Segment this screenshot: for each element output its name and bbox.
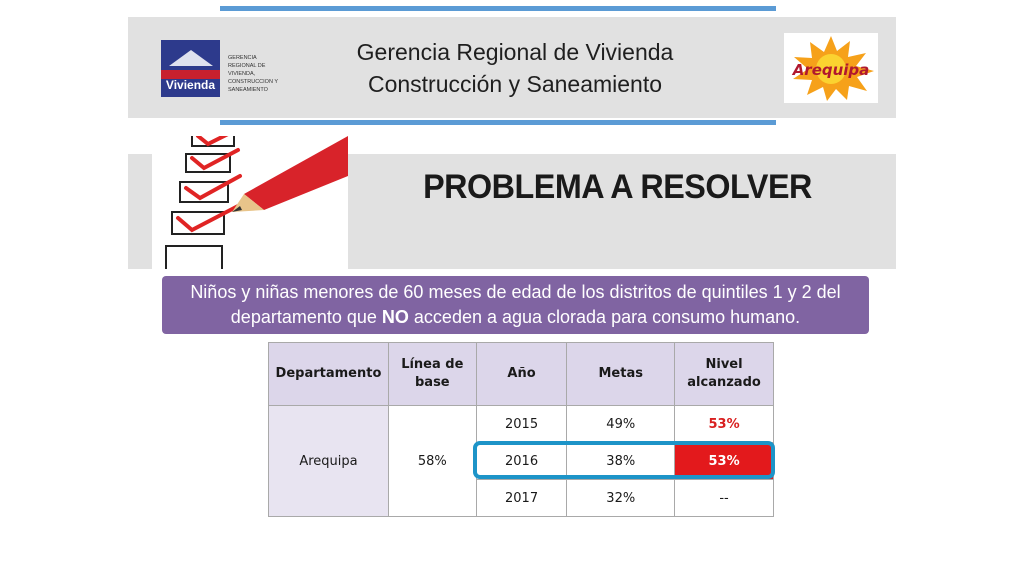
- table-row: [269, 406, 774, 443]
- checklist-icon: [152, 136, 348, 269]
- cell-anio: 2015: [476, 406, 567, 443]
- logo-caption-line: VIVIENDA,: [228, 71, 256, 77]
- logo-caption-line: SANEAMIENTO: [228, 87, 268, 93]
- check-mark-icon: [198, 136, 232, 144]
- logo-caption: [228, 54, 288, 94]
- logo-word: Vivienda: [165, 78, 216, 92]
- problem-description: [162, 276, 869, 334]
- logo-caption-line: REGIONAL DE: [228, 63, 266, 69]
- cell-meta: 49%: [567, 406, 675, 443]
- logo-caption-line: CONSTRUCCION Y: [228, 79, 279, 85]
- checklist-image: [152, 136, 348, 269]
- check-mark-icon: [186, 176, 240, 198]
- header-top-line: [220, 6, 776, 11]
- header-linea-base: Línea de base: [388, 343, 476, 406]
- header-departamento: Departamento: [269, 343, 389, 406]
- pencil-icon: [232, 136, 348, 212]
- description-text-2: acceden a agua clorada para consumo humano.: [408, 307, 801, 327]
- section-title: PROBLEMA A RESOLVER: [423, 168, 812, 206]
- header-bottom-line: [220, 120, 776, 125]
- description-bold: NO: [381, 307, 409, 327]
- check-mark-icon: [192, 150, 238, 168]
- arequipa-logo-text: Arequipa: [792, 61, 870, 79]
- cell-meta: 38%: [567, 443, 675, 480]
- cell-nivel: 53%: [675, 406, 774, 443]
- header-metas: Metas: [567, 343, 675, 406]
- metas-table: [268, 342, 774, 517]
- header-nivel: Nivel alcanzado: [675, 343, 774, 406]
- pencil-body: [244, 136, 348, 210]
- cell-departamento: Arequipa: [269, 406, 389, 517]
- checkbox: [166, 246, 222, 269]
- cell-meta: 32%: [567, 480, 675, 517]
- cell-nivel-highlight: 53%: [675, 443, 774, 480]
- title-line-2: Construcción y Saneamiento: [367, 71, 663, 97]
- cell-linea-base: 58%: [388, 406, 476, 517]
- row-highlight-box: [473, 441, 775, 479]
- cell-anio: 2017: [476, 480, 567, 517]
- table-header-row: [269, 343, 774, 406]
- title-line-1: Gerencia Regional de Vivienda: [356, 39, 674, 65]
- check-mark-icon: [178, 206, 238, 230]
- vivienda-logo: [161, 40, 220, 97]
- house-roof-icon: [169, 50, 213, 66]
- arequipa-logo: [784, 33, 878, 103]
- description-text-1: Niños y niñas menores de 60 meses de edad de los distritos de quintiles 1 y 2 del departamento que: [190, 282, 841, 327]
- cell-anio: 2016: [476, 443, 567, 480]
- page-title: [300, 36, 730, 100]
- cell-nivel: --: [675, 480, 774, 517]
- logo-caption-line: GERENCIA: [228, 55, 257, 61]
- header-anio: Año: [476, 343, 567, 406]
